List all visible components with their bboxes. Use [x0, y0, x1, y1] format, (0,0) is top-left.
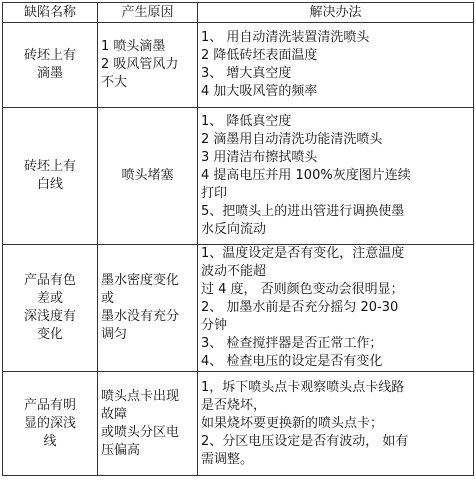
solution-line: 2、 加墨水前是否充分摇匀 20-30 [201, 300, 399, 315]
solution-line: 3 用清洁布擦拭喷头 [201, 150, 318, 165]
defect-name-cell [3, 23, 98, 108]
solution-line: 如果烧坏要更换新的喷头点卡； [201, 415, 384, 431]
solution-cell [198, 108, 474, 245]
cause-line: 喷头堵塞 [121, 168, 174, 183]
solution-line: 4、 检查电压的设定是否有变化 [201, 354, 383, 369]
defect-name-line: 线 [43, 433, 57, 449]
cause-line: 压偏高 [101, 442, 141, 458]
defect-name-line: 产品有明 [23, 397, 76, 413]
defect-name-line: 砖坯上有 [23, 48, 76, 63]
solution-line: 分钟 [201, 318, 228, 333]
header-row [3, 3, 474, 23]
table-row [3, 372, 474, 476]
cause-line: 墨水没有充分 [101, 309, 180, 324]
solution-line: 波动不能超 [201, 264, 267, 279]
defect-name-line: 显的深浅 [23, 415, 76, 431]
cause-line: 喷头点卡出现 [101, 388, 180, 404]
defect-name-line: 白线 [36, 177, 63, 192]
solution-line: 4 加大吸风管的频率 [201, 84, 318, 99]
cause-cell [98, 108, 198, 245]
table-row [3, 245, 474, 372]
solution-line: 打印 [201, 186, 228, 201]
solution-line: 1、 用自动清洗装置清洗喷头 [201, 30, 370, 45]
cause-line: 1 喷头滴墨 [101, 39, 166, 54]
cause-cell [98, 245, 198, 372]
solution-line: 3、 增大真空度 [201, 66, 292, 81]
cause-line: 或 [101, 291, 115, 306]
table-row [3, 108, 474, 245]
cause-line: 或喷头分区电 [101, 424, 180, 440]
defect-name-line: 砖坯上有 [23, 159, 76, 174]
solution-line: 1、 降低真空度 [201, 114, 292, 129]
cause-line: 故障 [101, 406, 128, 422]
defect-name-line: 滴墨 [36, 66, 63, 81]
defects-table [2, 2, 474, 476]
cause-line: 2 吸风管风力 [101, 57, 179, 72]
solution-line: 3、 检查搅拌器是否正常工作； [201, 336, 383, 351]
defect-name-cell [3, 108, 98, 245]
solution-line: 2 滴墨用自动清洗功能清洗喷头 [201, 132, 383, 147]
cause-line: 墨水密度变化 [101, 273, 180, 288]
solution-line: 2 降低砖坯表面温度 [201, 48, 318, 63]
defect-name-cell [3, 245, 98, 372]
solution-line: 5、把喷头上的进出管进行调换使墨 [201, 204, 405, 219]
solution-line: 4 提高电压并用 100%灰度图片连续 [201, 168, 411, 183]
solution-line: 过 4 度， 否则颜色变动会很明显； [201, 282, 404, 297]
solution-line: 水反向流动 [201, 222, 267, 237]
solution-line: 1、温度设定是否有变化，注意温度 [201, 246, 405, 261]
solution-cell [198, 245, 474, 372]
defect-name-cell [3, 372, 98, 476]
table-row [3, 23, 474, 108]
header-solution: 解决办法 [198, 3, 474, 23]
defect-name-line: 产品有色 [23, 273, 76, 288]
defect-name-line: 深浅度有 [23, 309, 76, 324]
solution-line: 1，坼下喷头点卡观察喷头点卡线路 [201, 379, 405, 395]
header-cause: 产生原因 [98, 3, 198, 23]
solution-cell [198, 372, 474, 476]
solution-cell [198, 23, 474, 108]
solution-line: 需调整。 [201, 451, 254, 467]
header-defect-name: 缺陷名称 [3, 3, 98, 23]
defect-name-line: 变化 [36, 327, 63, 342]
defect-name-line: 差或 [36, 291, 63, 306]
solution-line: 2、分区电压设定是否有波动， 如有 [201, 433, 409, 449]
cause-line: 调匀 [101, 327, 128, 342]
cause-cell [98, 372, 198, 476]
cause-cell [98, 23, 198, 108]
solution-line: 是否烧坏， [201, 397, 267, 413]
cause-line: 不大 [101, 75, 128, 90]
